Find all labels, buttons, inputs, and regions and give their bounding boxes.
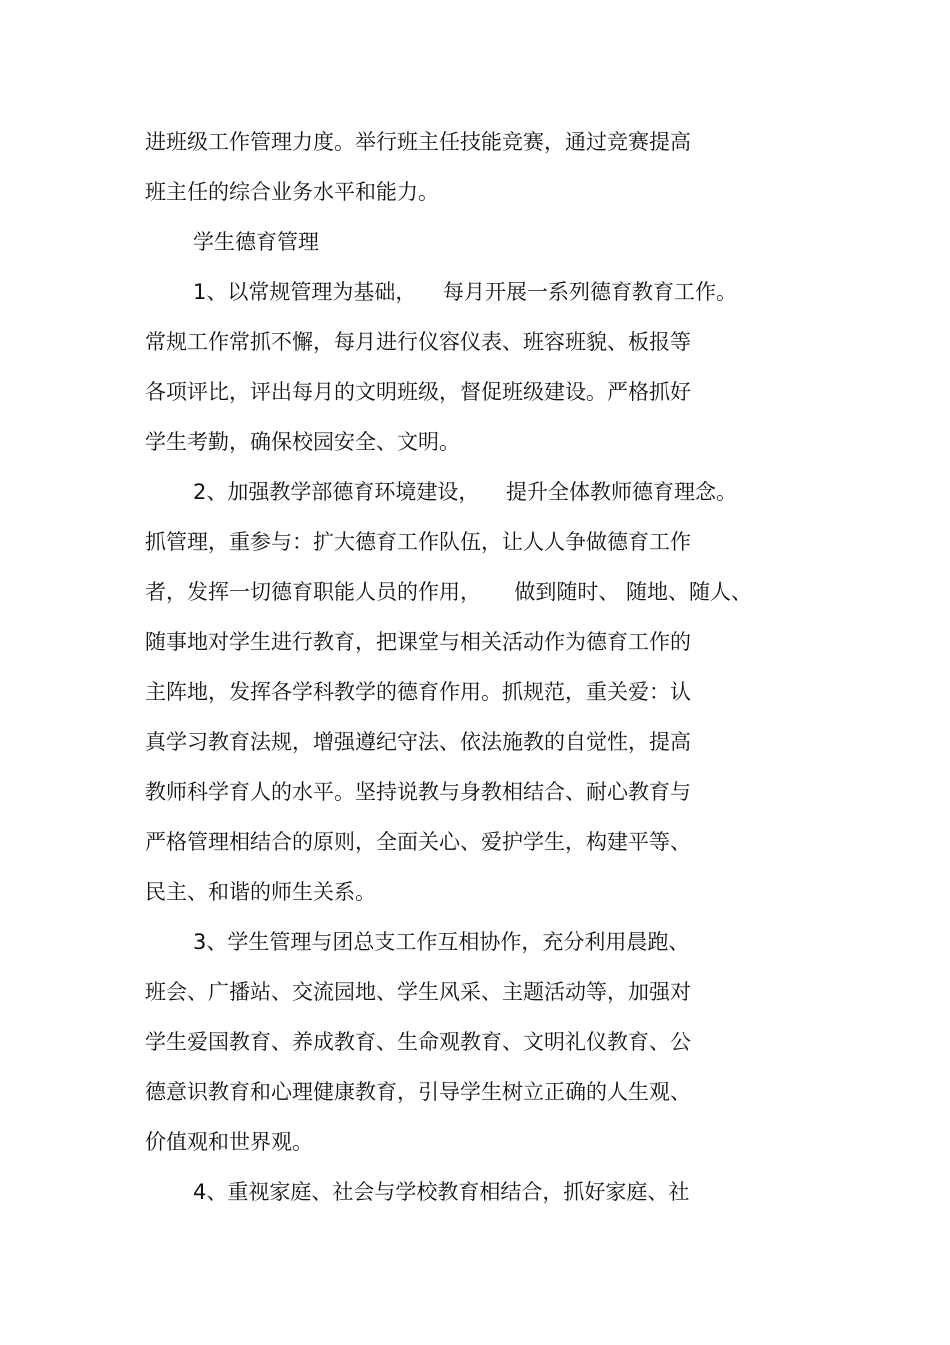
section-heading: 学生德育管理 bbox=[193, 230, 319, 254]
text-line: 真学习教育法规，增强遵纪守法、依法施教的自觉性，提高 bbox=[145, 730, 691, 754]
text-line: 教师科学育人的水平。坚持说教与身教相结合、耐心教育与 bbox=[145, 780, 691, 804]
text-line: 随事地对学生进行教育，把课堂与相关活动作为德育工作的 bbox=[145, 630, 691, 654]
text-line: 抓管理，重参与：扩大德育工作队伍，让人人争做德育工作 bbox=[145, 530, 691, 554]
paragraph-start: 4、重视家庭、社会与学校教育相结合，抓好家庭、社 bbox=[193, 1180, 690, 1204]
text-line: 学生爱国教育、养成教育、生命观教育、文明礼仪教育、公 bbox=[145, 1030, 691, 1054]
text-line: 德意识教育和心理健康教育，引导学生树立正确的人生观、 bbox=[145, 1080, 691, 1104]
text-line: 常规工作常抓不懈，每月进行仪容仪表、班容班貌、板报等 bbox=[145, 330, 691, 354]
text-line: 学生考勤，确保校园安全、文明。 bbox=[145, 430, 460, 454]
text-line: 价值观和世界观。 bbox=[145, 1130, 313, 1154]
paragraph-start: 2、加强教学部德育环境建设， 提升全体教师德育理念。 bbox=[193, 480, 738, 504]
text-line: 民主、和谐的师生关系。 bbox=[145, 880, 376, 904]
text-line: 主阵地，发挥各学科教学的德育作用。抓规范，重关爱：认 bbox=[145, 680, 691, 704]
text-line: 各项评比，评出每月的文明班级，督促班级建设。严格抓好 bbox=[145, 380, 691, 404]
text-line: 班主任的综合业务水平和能力。 bbox=[145, 180, 439, 204]
text-line: 者，发挥一切德育职能人员的作用， 做到随时、 随地、随人、 bbox=[145, 580, 753, 604]
paragraph-start: 1、以常规管理为基础， 每月开展一系列德育教育工作。 bbox=[193, 280, 738, 304]
text-line: 进班级工作管理力度。举行班主任技能竞赛，通过竞赛提高 bbox=[145, 130, 691, 154]
paragraph-start: 3、学生管理与团总支工作互相协作，充分利用晨跑、 bbox=[193, 930, 690, 954]
text-line: 班会、广播站、交流园地、学生风采、主题活动等，加强对 bbox=[145, 980, 691, 1004]
text-line: 严格管理相结合的原则，全面关心、爱护学生，构建平等、 bbox=[145, 830, 691, 854]
